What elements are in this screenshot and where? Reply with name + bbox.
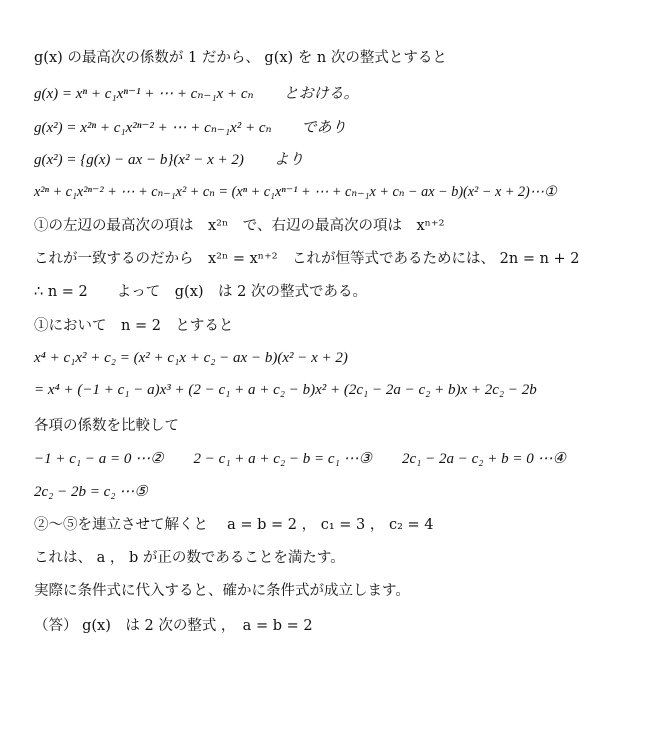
solution-line-18: （答） g(x) は 2 次の整式 ， a = b = 2 — [34, 618, 313, 634]
solution-line-15: ②～⑤を連立させて解くと a = b = 2 ， c₁ = 3 ， c₂ = 4 — [34, 517, 434, 533]
solution-line-17: 実際に条件式に代入すると、確かに条件式が成立します。 — [34, 583, 410, 599]
solution-line-6: ①の左辺の最高次の項は x²ⁿ で、右辺の最高次の項は xⁿ⁺² — [34, 218, 445, 234]
solution-line-16: これは、 a ， b が正の数であることを満たす。 — [34, 550, 345, 566]
solution-line-11: = x⁴ + (−1 + c₁ − a)x³ + (2 − c₁ + a + c₂ − b)x² + (2c₁ − 2a − c₂ + b)x + 2c₂ − 2b — [34, 382, 537, 398]
solution-line-3: g(x²) = x²ⁿ + c₁x²ⁿ⁻² + ⋯ + cₙ₋₁x² + cₙ であり — [34, 120, 347, 136]
solution-line-14: 2c₂ − 2b = c₂ ⋯⑤ — [34, 484, 148, 500]
solution-line-2: g(x) = xⁿ + c₁xⁿ⁻¹ + ⋯ + cₙ₋₁x + cₙ とおける。 — [34, 86, 359, 102]
solution-line-10: x⁴ + c₁x² + c₂ = (x² + c₁x + c₂ − ax − b)(x² − x + 2) — [34, 350, 348, 366]
solution-line-5: x²ⁿ + c₁x²ⁿ⁻² + ⋯ + cₙ₋₁x² + cₙ = (xⁿ + c₁xⁿ⁻¹ + ⋯ + cₙ₋₁x + cₙ − ax − b)(x² − x + 2)⋯① — [34, 184, 557, 200]
solution-line-1: g(x) の最高次の係数が 1 だから、 g(x) を n 次の整式とすると — [34, 50, 447, 66]
solution-line-9: ①において n = 2 とすると — [34, 318, 234, 334]
solution-line-8: ∴ n = 2 よって g(x) は 2 次の整式である。 — [34, 284, 367, 300]
solution-line-7: これが一致するのだから x²ⁿ = xⁿ⁺² これが恒等式であるためには、 2n = n + 2 — [34, 251, 580, 267]
solution-line-12: 各項の係数を比較して — [34, 418, 179, 434]
solution-line-4: g(x²) = {g(x) − ax − b}(x² − x + 2) より — [34, 152, 304, 168]
solution-line-13: −1 + c₁ − a = 0 ⋯② 2 − c₁ + a + c₂ − b = c₁ ⋯③ 2c₁ − 2a − c₂ + b = 0 ⋯④ — [34, 451, 566, 467]
